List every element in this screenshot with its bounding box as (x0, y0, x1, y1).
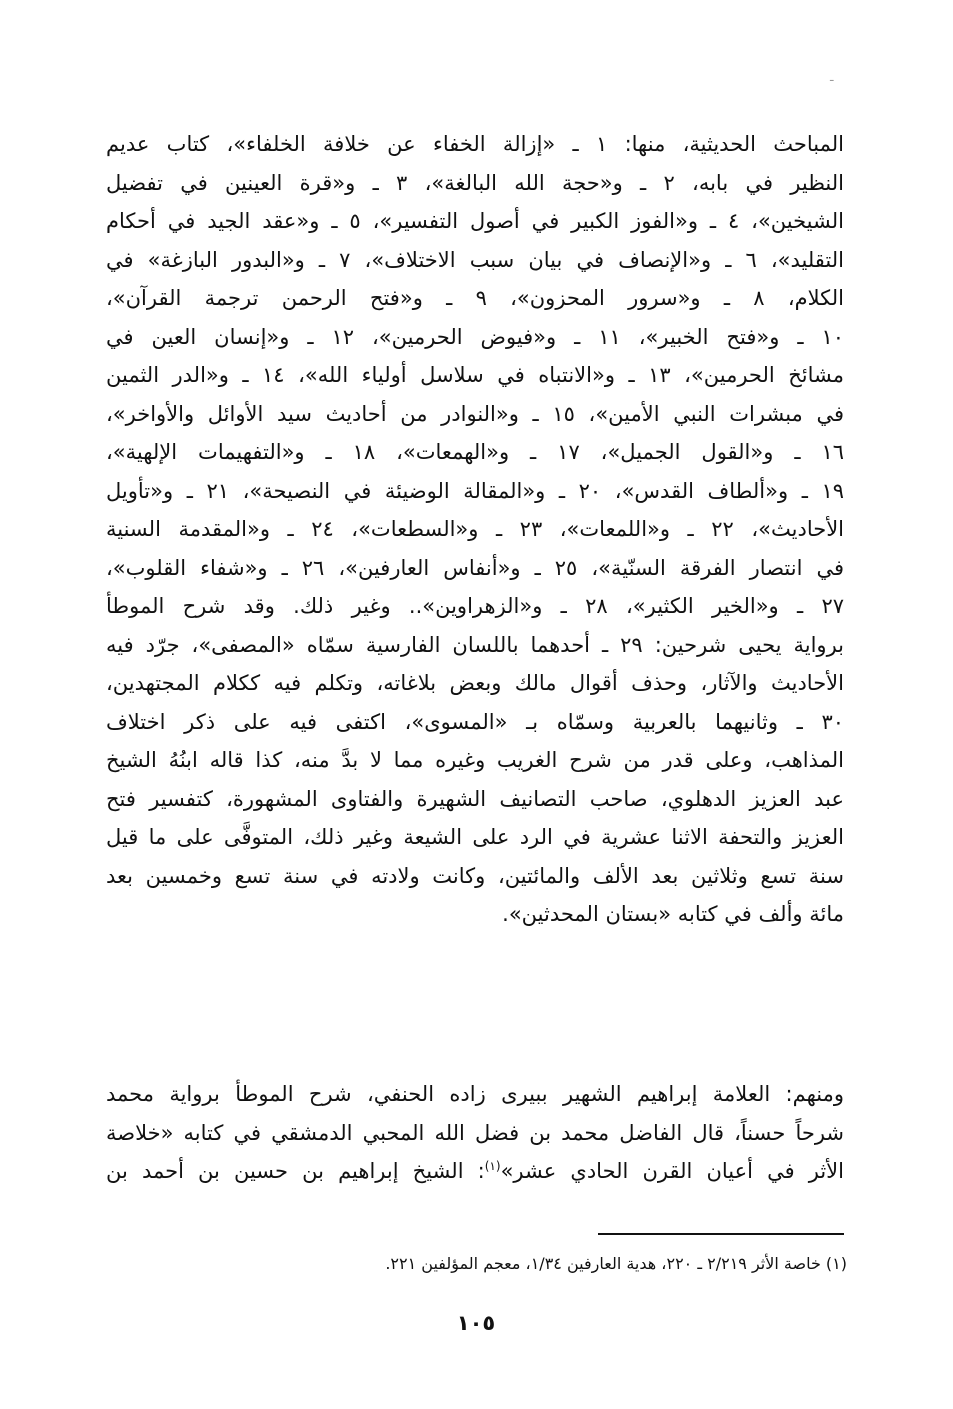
text-line: المذاهب، وعلى قدر من شرح الغريب وغيره مما لا بدَّ منه، كذا قاله ابنُهُ الشيخ (106, 748, 844, 772)
text-line: العزيز والتحفة الاثنا عشرية في الرد على الشيعة وغير ذلك، المتوفَّى على ما قيل (106, 825, 844, 849)
text-line: سنة تسع وثلاثين بعد الألف والمائتين، وكانت ولادته في سنة تسع وخمسين بعد (106, 863, 844, 888)
text-line: الكلام، ٨ ـ و«سرور المحزون»، ٩ ـ و«فتح الرحمن ترجمة القرآن»، (106, 286, 844, 310)
text-line: في انتصار الفرقة السنّية»، ٢٥ ـ و«أنفاس العارفين»، ٢٦ ـ و«شفاء القلوب»، (106, 555, 844, 580)
footnote-divider (598, 1233, 844, 1235)
text-line: ١٠ ـ و«فتح الخبير»، ١١ ـ و«فيوض الحرمين»، ١٢ ـ و«إنسان العين في (106, 324, 844, 349)
text-line: النظير في بابه، ٢ ـ و«حجة الله البالغة»، ٣ ـ و«قرة العينين في تفضيل (106, 170, 844, 195)
text-segment: : الشيخ إبراهيم بن حسين بن أحمد بن (106, 1159, 485, 1183)
text-line: الأحاديث»، ٢٢ ـ و«اللمعات»، ٢٣ ـ و«السطعات»، ٢٤ ـ و«المقدمة السنية (106, 517, 844, 541)
text-line: ٣٠ ـ وثانيهما بالعربية وسمّاه بـ «المسوى»، اكتفى فيه على ذكر اختلاف (106, 709, 844, 734)
text-line: ١٦ ـ و«القول الجميل»، ١٧ ـ و«الهمعات»، ١٨ ـ و«التفهيمات الإلهية»، (106, 440, 844, 464)
text-line: المباحث الحديثية، منها: ١ ـ «إزالة الخفاء عن خلافة الخلفاء»، كتاب عديم (106, 132, 844, 156)
main-paragraph (106, 125, 844, 934)
text-line: مائة وألف في كتابه «بستان المحدثين». (502, 902, 844, 926)
text-line: ١٩ ـ و«ألطاف القدس»، ٢٠ ـ و«المقالة الوضيئة في النصيحة»، ٢١ ـ و«تأويل (106, 478, 844, 503)
text-line: في مبشرات النبي الأمين»، ١٥ ـ و«النوادر من أحاديث سيد الأوائل والأواخر»، (106, 401, 844, 426)
text-line: برواية يحيى شرحين: ٢٩ ـ أحدهما باللسان الفارسية سمّاه «المصفى»، جرّد فيه (106, 632, 844, 657)
text-line: ٢٧ ـ و«الخير الكثير»، ٢٨ ـ و«الزهراوين».. وغير ذلك. وقد شرح الموطأ (106, 594, 844, 618)
text-line: الشيخين»، ٤ ـ و«الفوز الكبير في أصول التفسير»، ٥ ـ و«عقد الجيد في أحكام (106, 209, 844, 233)
text-line-with-footnote-marker (106, 1152, 844, 1191)
text-line: عبد العزيز الدهلوي، صاحب التصانيف الشهيرة والفتاوى المشهورة، كتفسير فتح (106, 786, 844, 811)
footnote-marker[interactable]: (١) (484, 1159, 501, 1173)
text-line: ومنهم: العلامة إبراهيم الشهير ببيرى زاده الحنفي، شرح الموطأ برواية محمد (106, 1082, 844, 1106)
corner-mark: ـ (830, 70, 834, 84)
text-segment: الأثر في أعيان القرن الحادي عشر» (500, 1159, 844, 1183)
page-number: ١٠٥ (456, 1311, 496, 1335)
text-line: الأحاديث والآثار، وحذف أقوال مالك وبعض بلاغاته، وتكلم فيه ككلام المجتهدين، (106, 671, 844, 695)
text-line: التقليد»، ٦ ـ و«الإنصاف في بيان سبب الاختلاف»، ٧ ـ و«البدور البازغة» في (106, 247, 844, 272)
text-line: شرحاً حسناً، قال الفاضل محمد بن فضل الله المحبي الدمشقي في كتابه «خلاصة (106, 1120, 844, 1145)
text-line: مشائخ الحرمين»، ١٣ ـ و«الانتباه في سلاسل أولياء الله»، ١٤ ـ و«الدر الثمين (106, 363, 844, 387)
second-paragraph (106, 1075, 844, 1191)
footnote: (١) خاصة الأثر ٢/٢١٩ ـ ٢٢٠، هدية العارفين ١/٣٤، معجم المؤلفين ٢٢١. (385, 1254, 847, 1273)
